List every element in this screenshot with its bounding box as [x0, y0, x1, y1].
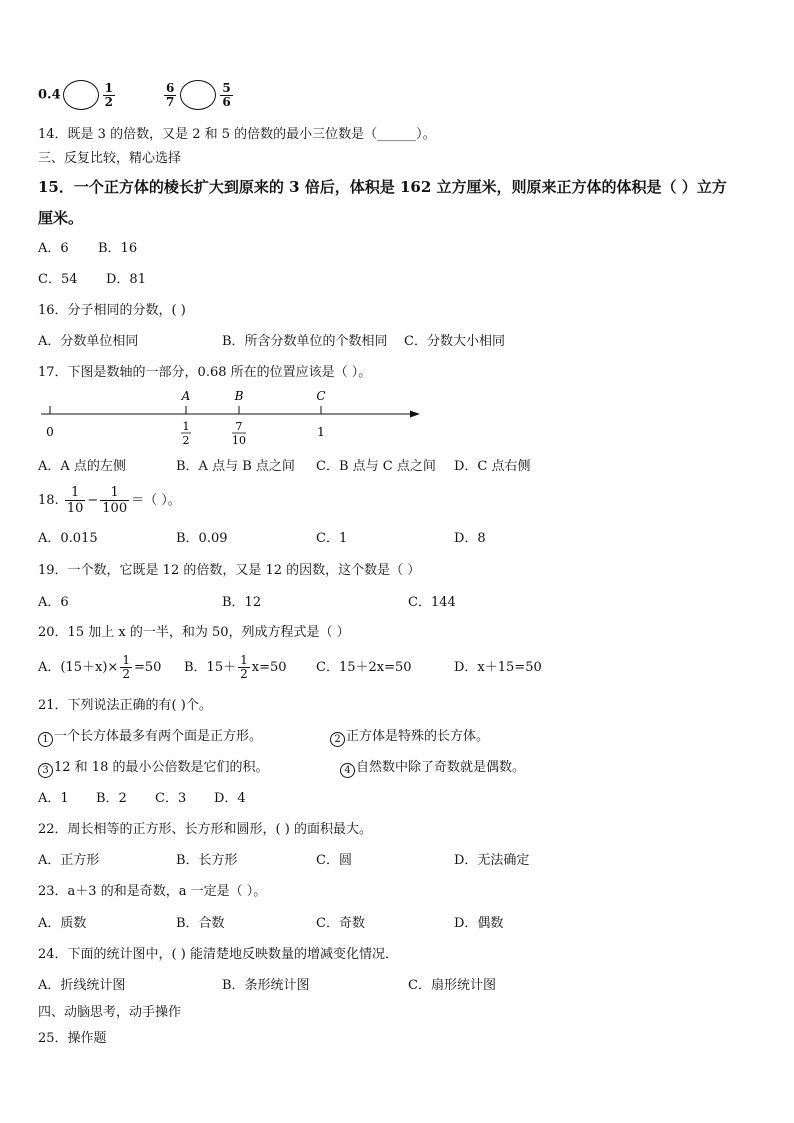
q20-option-d[interactable]: D．x＋15=50 — [454, 660, 542, 675]
q22-option-b[interactable]: B．长方形 — [176, 853, 238, 868]
label-b-num: 7 — [235, 420, 243, 433]
label-a-den: 2 — [182, 434, 190, 447]
q18-minus: − — [87, 493, 99, 508]
q21-statement-2: 2 正方体是特殊的长方体。 — [330, 729, 489, 747]
q20-a-fraction: $\frac{1}{2}$ — [122, 653, 130, 681]
q17-option-a[interactable]: A．A 点的左侧 — [38, 459, 126, 474]
q21-statement-4: 4 自然数中除了奇数就是偶数。 — [340, 760, 525, 778]
q15-line2: 厘米。 — [38, 209, 84, 227]
q21-option-a[interactable]: A．1 — [38, 791, 69, 806]
q20-option-c[interactable]: C．15＋2x=50 — [316, 660, 412, 675]
q16-option-a[interactable]: A．分数单位相同 — [38, 334, 139, 349]
q15-option-b[interactable]: B．16 — [98, 241, 138, 256]
q17-option-b[interactable]: B．A 点与 B 点之间 — [176, 459, 295, 474]
q19-option-a[interactable]: A．6 — [38, 595, 69, 610]
q13-row — [38, 80, 235, 110]
q17-number-line — [38, 386, 428, 450]
q21-option-c[interactable]: C．3 — [155, 791, 187, 806]
q16-option-c[interactable]: C．分数大小相同 — [404, 334, 505, 349]
q18-fraction-2: $\frac{1}{100}$ — [102, 485, 128, 516]
q18-option-d[interactable]: D．8 — [454, 531, 486, 546]
q24-option-c[interactable]: C．扇形统计图 — [408, 978, 496, 993]
circled-number-1: 1 — [38, 732, 53, 747]
q16-option-b[interactable]: B．所含分数单位的个数相同 — [222, 334, 388, 349]
q19-option-b[interactable]: B．12 — [222, 595, 262, 610]
q23-text: 23．a＋3 的和是奇数，a 一定是（ ）。 — [38, 884, 267, 899]
q24-text: 24．下面的统计图中，( ) 能清楚地反映数量的增减变化情况． — [38, 947, 398, 962]
q15-option-d[interactable]: D．81 — [106, 272, 146, 287]
q15-option-a[interactable]: A．6 — [38, 241, 69, 256]
q16-text: 16．分子相同的分数，( ) — [38, 303, 186, 318]
label-zero: 0 — [46, 425, 54, 439]
q13-b-fraction-right: $\frac{5}{6}$ — [222, 80, 231, 109]
q20-b-fraction: $\frac{1}{2}$ — [240, 653, 248, 681]
q22-option-c[interactable]: C．圆 — [316, 853, 352, 868]
q19-text: 19．一个数，它既是 12 的倍数，又是 12 的因数，这个数是（ ） — [38, 563, 421, 578]
q18-option-c[interactable]: C．1 — [316, 531, 348, 546]
q18-prefix: 18. — [38, 493, 59, 508]
label-b-den: 10 — [232, 434, 246, 447]
q13-b-answer-oval[interactable] — [180, 80, 216, 110]
point-a-label: A — [181, 389, 191, 403]
q17-option-c[interactable]: C．B 点与 C 点之间 — [316, 459, 436, 474]
q21-statement-3: 3 12 和 18 的最小公倍数是它们的积。 — [38, 760, 268, 778]
q14-text: 14．既是 3 的倍数，又是 2 和 5 的倍数的最小三位数是（______）。 — [38, 127, 436, 142]
q13-a-answer-oval[interactable] — [63, 80, 99, 110]
point-c-label: C — [316, 389, 326, 403]
q17-option-d[interactable]: D．C 点右侧 — [454, 459, 531, 474]
q15-line1: 15．一个正方体的棱长扩大到原来的 3 倍后，体积是 162 立方厘米，则原来正方体的体积是（ ）立方 — [38, 178, 727, 196]
q13-a-left: 0.4 — [38, 87, 61, 103]
circled-number-4: 4 — [340, 763, 355, 778]
section4-title: 四、动脑思考，动手操作 — [38, 1005, 182, 1020]
q25-text: 25．操作题 — [38, 1031, 107, 1046]
circled-number-2: 2 — [330, 732, 345, 747]
q22-option-a[interactable]: A．正方形 — [38, 853, 100, 868]
q24-option-b[interactable]: B．条形统计图 — [222, 978, 310, 993]
q20-option-b[interactable]: B．15＋ $\frac{1}{2}$ x=50 — [184, 653, 287, 681]
q19-option-c[interactable]: C．144 — [408, 595, 456, 610]
q18-option-a[interactable]: A．0.015 — [38, 531, 98, 546]
q21-option-b[interactable]: B．2 — [96, 791, 127, 806]
label-a-num: 1 — [182, 420, 190, 433]
q24-option-a[interactable]: A．折线统计图 — [38, 978, 126, 993]
q18-suffix: ＝（ ）。 — [131, 493, 181, 508]
q15-option-c[interactable]: C．54 — [38, 272, 78, 287]
q23-option-b[interactable]: B．合数 — [176, 916, 225, 931]
label-one: 1 — [317, 425, 325, 439]
point-b-label: B — [234, 389, 244, 403]
q22-option-d[interactable]: D．无法确定 — [454, 853, 530, 868]
q18-option-b[interactable]: B．0.09 — [176, 531, 228, 546]
q21-statement-1: 1 一个长方体最多有两个面是正方形。 — [38, 729, 262, 747]
q13-b-fraction-left: $\frac{6}{7}$ — [166, 80, 175, 109]
q17-text: 17．下图是数轴的一部分，0.68 所在的位置应该是（ ）。 — [38, 365, 372, 380]
number-line-arrow — [410, 411, 420, 418]
q20-option-a[interactable]: A．(15＋x)× $\frac{1}{2}$ =50 — [38, 653, 162, 681]
q13-a-fraction: $\frac{1}{2}$ — [104, 80, 113, 109]
q23-option-d[interactable]: D．偶数 — [454, 916, 504, 931]
q22-text: 22．周长相等的正方形、长方形和圆形，( ) 的面积最大。 — [38, 822, 372, 837]
q18-expression — [38, 484, 181, 518]
q20-text: 20．15 加上 x 的一半，和为 50，列成方程式是（ ） — [38, 625, 350, 640]
q23-option-a[interactable]: A．质数 — [38, 916, 87, 931]
q21-text: 21．下列说法正确的有( )个。 — [38, 698, 212, 713]
q21-option-d[interactable]: D．4 — [214, 791, 246, 806]
q18-fraction-1: $\frac{1}{10}$ — [66, 485, 84, 516]
q23-option-c[interactable]: C．奇数 — [316, 916, 365, 931]
circled-number-3: 3 — [38, 763, 53, 778]
section3-title: 三、反复比较，精心选择 — [38, 151, 182, 166]
